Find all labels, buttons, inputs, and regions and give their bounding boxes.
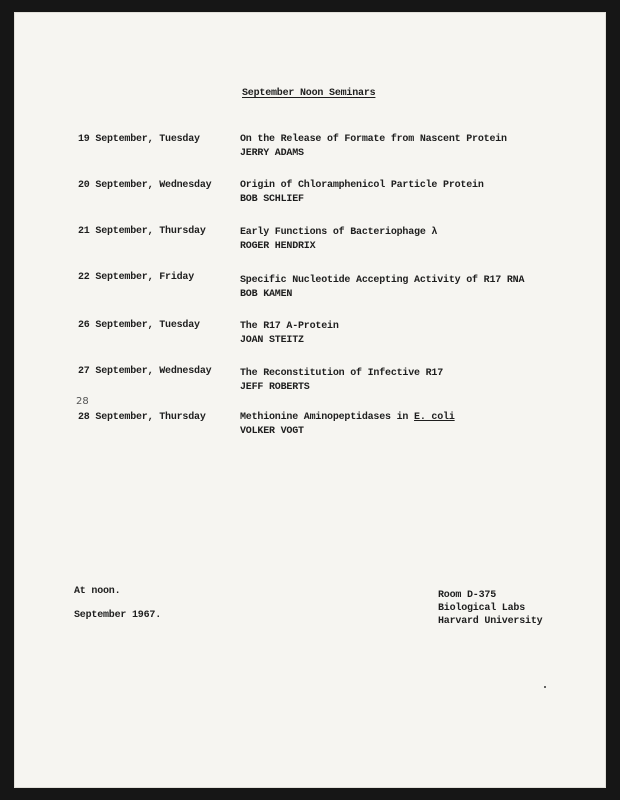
footer-time: At noon. bbox=[74, 586, 121, 597]
document-page bbox=[14, 12, 606, 788]
seminar-date: 27 September, Wednesday bbox=[78, 366, 212, 377]
seminar-date: 22 September, Friday bbox=[78, 272, 195, 283]
seminar-topic-text: Methionine Aminopeptidases in bbox=[240, 412, 415, 423]
seminar-speaker: ROGER HENDRIX bbox=[240, 241, 316, 252]
seminar-topic: Origin of Chloramphenicol Particle Protein bbox=[240, 180, 484, 191]
footer-institution: Harvard University bbox=[438, 616, 543, 627]
seminar-speaker: BOB SCHLIEF bbox=[240, 194, 304, 205]
footer-building: Biological Labs bbox=[438, 603, 526, 614]
seminar-date: 20 September, Wednesday bbox=[78, 180, 212, 191]
seminar-date: 21 September, Thursday bbox=[78, 226, 206, 237]
seminar-date: 26 September, Tuesday bbox=[78, 320, 200, 331]
seminar-topic: On the Release of Formate from Nascent Protein bbox=[240, 134, 507, 145]
seminar-topic-organism: E. coli bbox=[414, 412, 455, 423]
stray-mark bbox=[544, 686, 546, 688]
seminar-topic: Early Functions of Bacteriophage λ bbox=[240, 227, 438, 238]
seminar-speaker: JOAN STEITZ bbox=[240, 335, 304, 346]
footer-room: Room D-375 bbox=[438, 590, 497, 601]
page-title: September Noon Seminars bbox=[242, 88, 376, 99]
seminar-topic: The R17 A-Protein bbox=[240, 321, 339, 332]
seminar-date: 28 September, Thursday bbox=[78, 412, 206, 423]
footer-month: September 1967. bbox=[74, 610, 162, 621]
seminar-topic bbox=[240, 412, 455, 424]
handwritten-correction: 28 bbox=[76, 396, 89, 407]
seminar-topic: Specific Nucleotide Accepting Activity of R17 RNA bbox=[240, 275, 525, 286]
seminar-topic: The Reconstitution of Infective R17 bbox=[240, 368, 444, 379]
seminar-speaker: BOB KAMEN bbox=[240, 289, 293, 300]
seminar-speaker: JEFF ROBERTS bbox=[240, 382, 310, 393]
seminar-speaker: VOLKER VOGT bbox=[240, 426, 304, 437]
seminar-speaker: JERRY ADAMS bbox=[240, 148, 304, 159]
seminar-date: 19 September, Tuesday bbox=[78, 134, 200, 145]
